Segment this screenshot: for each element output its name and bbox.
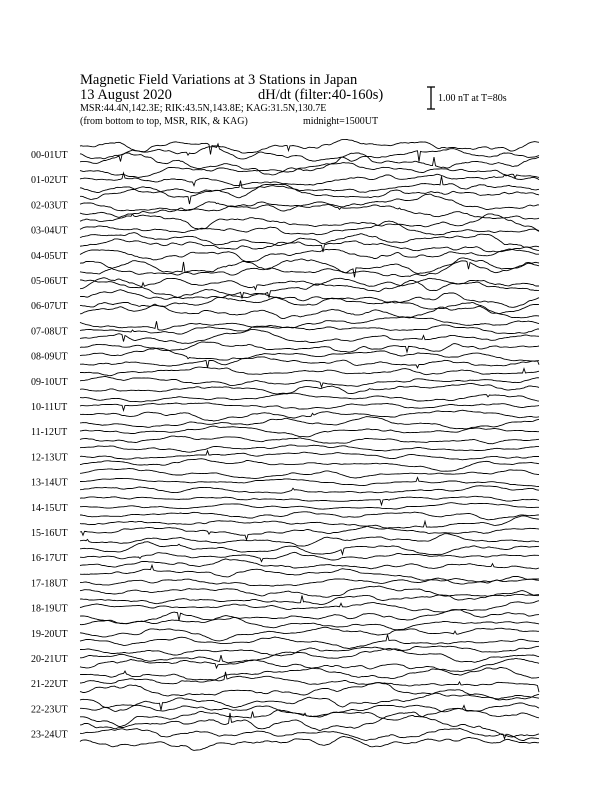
trace-17-MSR: [80, 586, 539, 597]
trace-12-KAG: [80, 445, 539, 452]
chart-title: Magnetic Field Variations at 3 Stations in Japan: [80, 72, 358, 88]
trace-10-MSR: [80, 410, 539, 421]
hour-label-0: 00-01UT: [31, 150, 68, 161]
midnight-note: midnight=1500UT: [303, 116, 379, 127]
trace-19-MSR: [80, 635, 539, 649]
hour-label-14: 14-15UT: [31, 502, 68, 514]
chart-date: 13 August 2020: [80, 87, 172, 103]
trace-14-RIK: [80, 503, 539, 510]
trace-22-KAG: [80, 693, 539, 711]
trace-12-MSR: [80, 459, 539, 472]
trace-6-RIK: [80, 297, 539, 313]
trace-8-RIK: [80, 348, 539, 361]
hour-label-15: 15-16UT: [31, 528, 68, 539]
trace-8-MSR: [80, 357, 539, 368]
hour-label-5: 05-06UT: [31, 276, 68, 287]
trace-0-RIK: [80, 144, 539, 162]
hour-label-22: 22-23UT: [31, 704, 68, 716]
hour-label-4: 04-05UT: [31, 250, 68, 262]
hour-label-7: 07-08UT: [31, 326, 68, 338]
trace-12-RIK: [80, 451, 539, 460]
hour-label-16: 16-17UT: [31, 553, 68, 565]
trace-23-RIK: [80, 728, 539, 740]
trace-3-KAG: [80, 214, 539, 231]
trace-19-RIK: [80, 627, 539, 641]
trace-9-RIK: [80, 377, 539, 388]
trace-11-MSR: [80, 436, 539, 444]
trace-1-RIK: [80, 173, 539, 186]
trace-11-KAG: [80, 417, 539, 429]
hour-label-20: 20-21UT: [31, 654, 68, 665]
hour-label-2: 02-03UT: [31, 200, 68, 212]
trace-13-RIK: [80, 478, 539, 487]
station-order-note: (from bottom to top, MSR, RIK, & KAG): [80, 116, 248, 127]
trace-13-KAG: [80, 469, 539, 479]
trace-23-MSR: [80, 737, 539, 751]
hour-label-13: 13-14UT: [31, 477, 68, 489]
hour-label-12: 12-13UT: [31, 452, 68, 464]
trace-5-KAG: [80, 261, 539, 277]
hour-label-10: 10-11UT: [31, 402, 68, 413]
hour-label-19: 19-20UT: [31, 628, 68, 640]
hour-label-1: 01-02UT: [31, 175, 68, 187]
hour-label-17: 17-18UT: [31, 578, 68, 590]
hour-label-9: 09-10UT: [31, 376, 68, 388]
trace-10-KAG: [80, 393, 539, 402]
trace-7-RIK: [80, 325, 539, 334]
hour-label-6: 06-07UT: [31, 301, 68, 313]
trace-14-MSR: [80, 512, 539, 520]
trace-20-MSR: [80, 659, 539, 672]
hour-label-3: 03-04UT: [31, 225, 68, 237]
hour-label-18: 18-19UT: [31, 603, 68, 615]
trace-4-MSR: [80, 258, 539, 277]
trace-15-MSR: [80, 534, 539, 546]
trace-13-MSR: [80, 486, 539, 494]
scale-bar-label: 1.00 nT at T=80s: [438, 93, 507, 104]
trace-7-MSR: [80, 329, 539, 343]
trace-3-RIK: [80, 221, 539, 235]
trace-15-RIK: [80, 525, 539, 540]
hour-label-23: 23-24UT: [31, 729, 68, 741]
trace-17-KAG: [80, 565, 539, 583]
trace-16-KAG: [80, 542, 539, 555]
hour-label-11: 11-12UT: [31, 427, 68, 439]
trace-2-RIK: [80, 194, 539, 211]
hour-label-8: 08-09UT: [31, 351, 68, 363]
filter-label: dH/dt (filter:40-160s): [258, 87, 384, 103]
trace-22-RIK: [80, 703, 539, 717]
trace-8-KAG: [80, 342, 539, 352]
traces: [80, 139, 539, 750]
trace-9-KAG: [80, 367, 539, 376]
trace-18-MSR: [80, 610, 539, 624]
trace-16-RIK: [80, 552, 539, 561]
trace-16-MSR: [80, 559, 539, 569]
hour-label-21: 21-22UT: [31, 679, 68, 691]
trace-9-MSR: [80, 383, 539, 394]
trace-10-RIK: [80, 403, 539, 411]
trace-4-KAG: [80, 239, 539, 252]
hour-labels: [31, 150, 68, 741]
trace-17-RIK: [80, 578, 539, 586]
station-coordinates: MSR:44.4N,142.3E; RIK:43.5N,143.8E; KAG:31.5N,130.7E: [80, 103, 327, 114]
scale-bar: [427, 87, 435, 109]
trace-21-KAG: [80, 668, 539, 680]
